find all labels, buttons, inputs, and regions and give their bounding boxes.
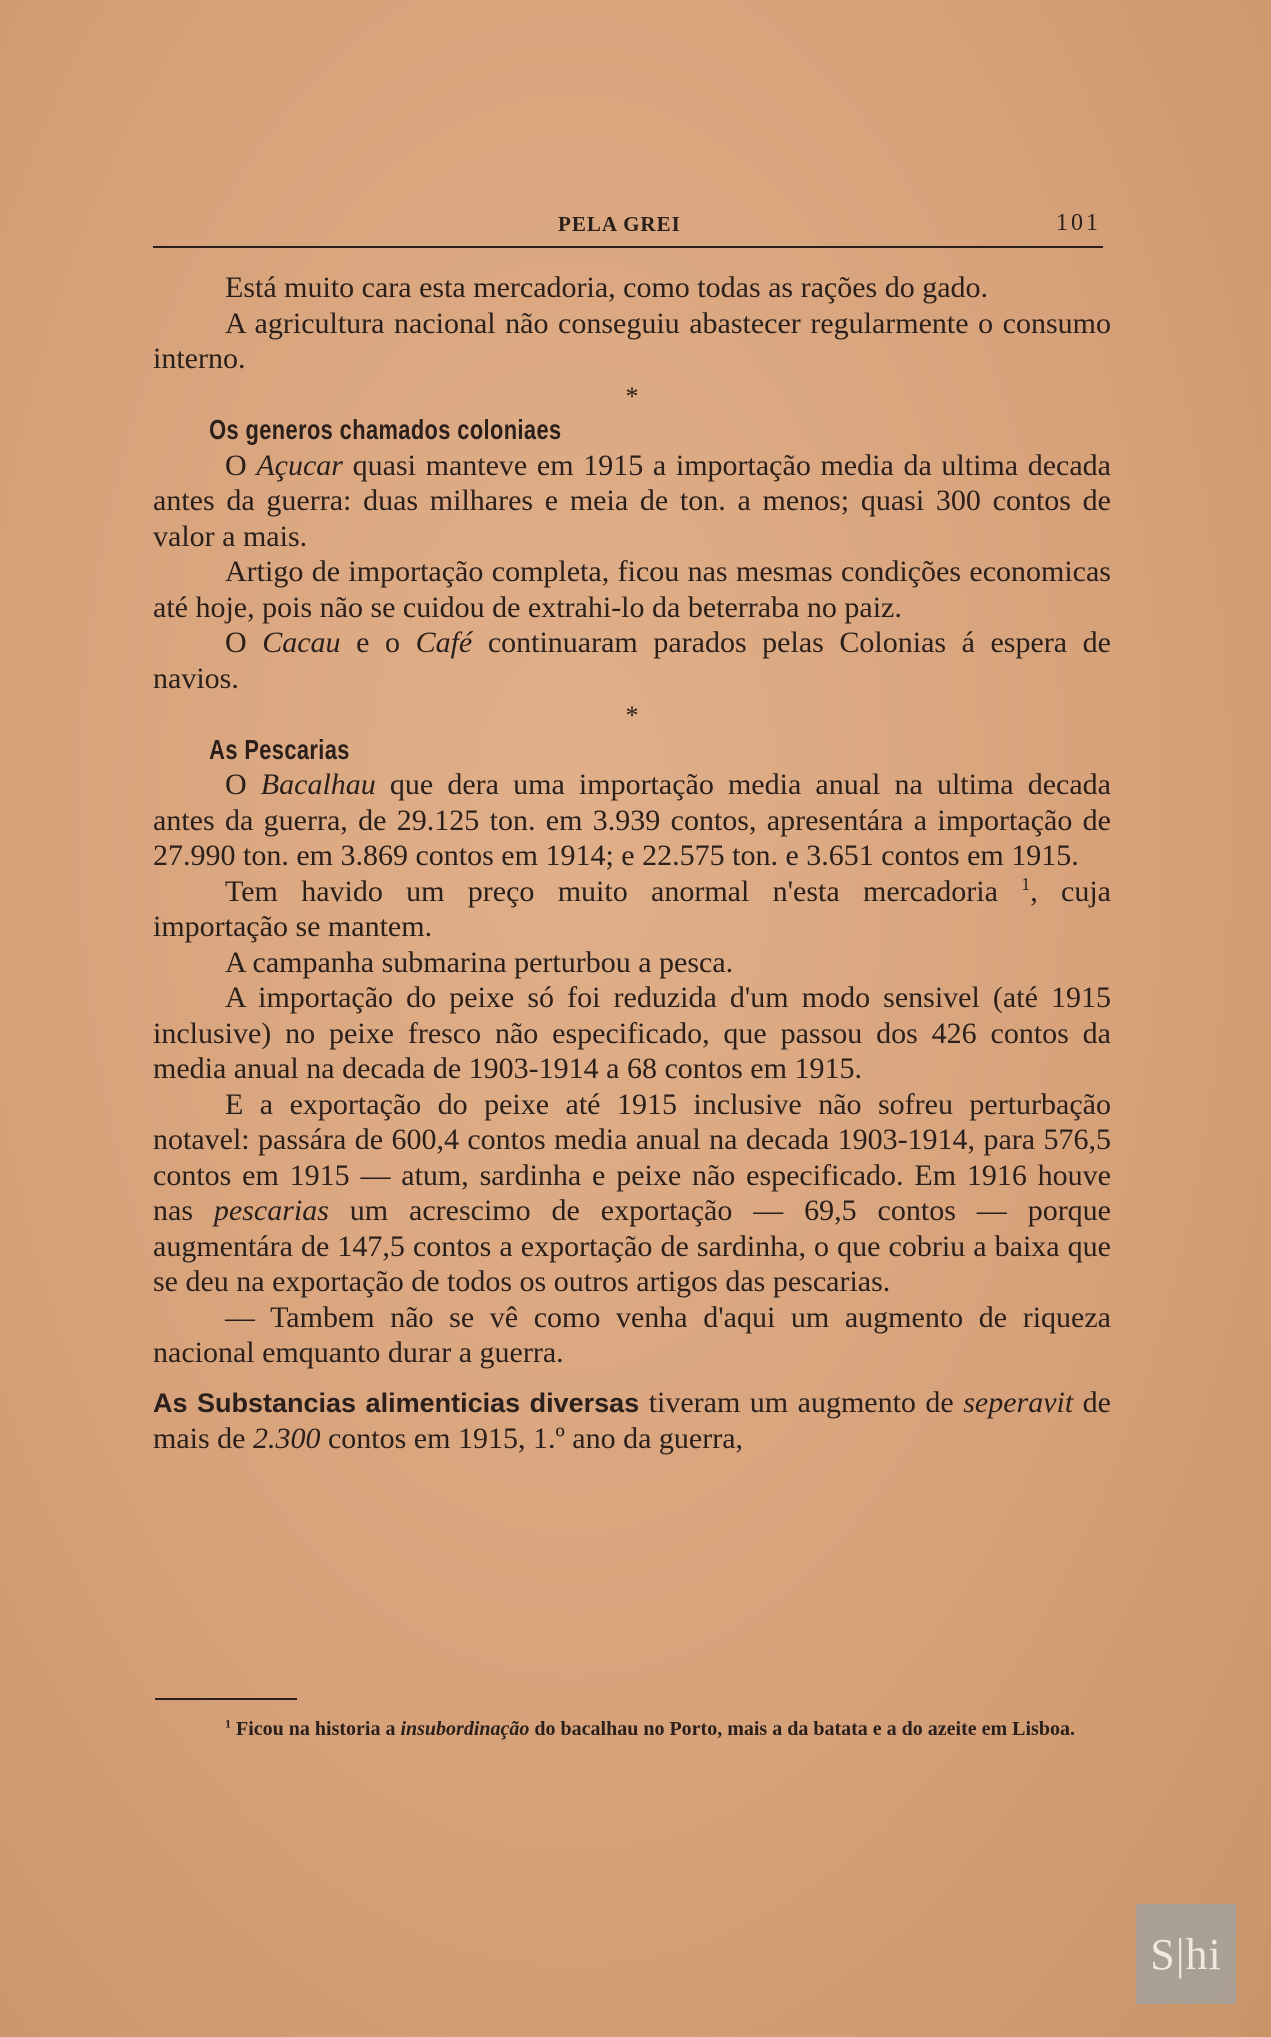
paragraph (153, 1087, 1111, 1300)
text-run: O (225, 626, 263, 659)
text-run: Ficou na historia a (231, 1718, 401, 1740)
italic-term: Bacalhau (260, 768, 376, 801)
text-run: continuaram parados pelas Colonias á espera de navios. (153, 626, 1111, 695)
italic-term: Açucar (256, 448, 343, 482)
text-run: O (225, 768, 261, 801)
paragraph (153, 767, 1111, 874)
paragraph: Está muito cara esta mercadoria, como todas as rações do gado. (225, 271, 989, 304)
text-run: tiveram um augmento de (639, 1385, 964, 1419)
footnote (153, 1716, 1111, 1743)
inline-heading: As Substancias alimenticias diversas (153, 1387, 640, 1418)
text-run: Tem havido um preço muito anormal n'esta mercadoria (225, 874, 1022, 908)
italic-term: insubordinação (400, 1718, 530, 1740)
page-number: 101 (1056, 210, 1101, 236)
text-run: O (225, 448, 257, 482)
paragraph (153, 625, 1111, 696)
section-heading: Os generos chamados coloniaes (209, 414, 562, 445)
paragraph (153, 448, 1111, 555)
text-run: contos em 1915, 1.º ano da guerra, (320, 1422, 744, 1455)
italic-term: Café (415, 626, 473, 659)
italic-term: seperavit (963, 1385, 1074, 1419)
text-run: que dera uma importação media anual na ultima decada antes da guerra, de 29.125 ton. em 3.939 contos, apresentára a importação de 27.990 ton. em 3.869 contos em 1914; e 22.575 ton. e 3.651 contos em 1915. (153, 768, 1111, 872)
paragraph (153, 874, 1111, 945)
running-header (153, 208, 1103, 248)
paragraph: A agricultura nacional não conseguiu abastecer regularmente o consumo interno. (153, 306, 1111, 375)
italic-term: 2.300 (252, 1422, 321, 1455)
paragraph: A importação do peixe só foi reduzida d'um modo sensivel (até 1915 inclusive) no peixe fresco não especificado, que passou dos 426 contos da media anual na decada de 1903-1914 a 68 contos em 1915. (153, 981, 1111, 1085)
library-stamp (1136, 1904, 1236, 2004)
footnote-rule (155, 1698, 297, 1700)
stamp-logo-text: S|hi (1150, 1929, 1222, 1979)
section-separator: * (625, 381, 639, 411)
footnote-marker: 1 (1021, 873, 1031, 894)
paragraph (153, 1385, 1111, 1457)
section-heading: As Pescarias (209, 733, 350, 765)
paragraph: Artigo de importação completa, ficou nas mesmas condições economicas até hoje, pois não se cuidou de extrahi-lo da beterraba no paiz. (153, 555, 1111, 624)
text-run: , cuja importação se mantem. (153, 874, 1111, 943)
text-run: do bacalhau no Porto, mais a da batata e a do azeite em Lisboa. (529, 1718, 1075, 1740)
footnote-number: 1 (225, 1716, 231, 1731)
text-run: um acrescimo de exportação — 69,5 contos — porque augmentára de 147,5 contos a exportação de sardinha, o que cobriu a baixa que se deu na exportação de todos os outros artigos das pescarias. (153, 1194, 1111, 1298)
text-run: e o (340, 626, 416, 659)
section-separator: * (625, 701, 639, 730)
paragraph: — Tambem não se vê como venha d'aqui um augmento de riqueza nacional emquanto durar a guerra. (153, 1300, 1111, 1369)
main-text (153, 270, 1111, 1457)
italic-term: pescarias (213, 1194, 329, 1227)
text-run: quasi manteve em 1915 a importação media da ultima decada antes da guerra: duas milhares e meia de ton. a menos; quasi 300 contos de valor a mais. (153, 448, 1111, 553)
paragraph: A campanha submarina perturbou a pesca. (225, 945, 734, 979)
running-title: PELA GREI (558, 212, 681, 236)
text-run: E a exportação do peixe até 1915 inclusive não sofreu perturbação notavel: passára de 600,4 contos media anual na decada 1903-1914, para 576,5 contos em 1915 — atum, sardinha e peixe não especificado. Em 1916 houve nas (153, 1087, 1111, 1227)
italic-term: Cacau (262, 626, 341, 659)
text-run: de mais de (153, 1385, 1111, 1455)
